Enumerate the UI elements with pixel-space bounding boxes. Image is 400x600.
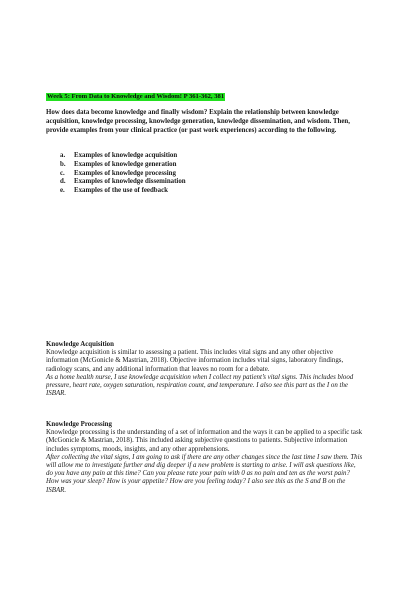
list-item <box>60 178 186 187</box>
list-item-text: Examples of knowledge generation <box>74 160 177 168</box>
section-example: After collecting the vital signs, I am going to ask if there are any other changes since the last time I saw them. This will allow me to investigate further and dig deeper if a new problem is starting to arise. I will ask questions like, do you have any pain at this time? Can you please rate your pain with 0 as no pain and ten as the worst pain? How was your sleep? How is your appetite? How are you feeling today? I also see this as the S and B on the ISBAR. <box>46 453 363 494</box>
list-marker: d. <box>60 178 66 186</box>
list-item <box>60 170 186 179</box>
section-body: Knowledge processing is the understanding of a set of information and the ways it can be applied to a specific task (McGonicle & Mastrian, 2018). This included asking subjective questions to patients. Subjective information includes symptoms, moods, insights, and any other apprehensions. <box>46 429 363 453</box>
section-body: Knowledge acquisition is similar to assessing a patient. This includes vital signs and any other objective information (McGonicle & Mastrian, 2018). Objective information includes vital signs, laboratory findings, radiology scans, and any additional information that leaves no room for a debate. <box>46 349 344 373</box>
list-item-text: Examples of knowledge processing <box>74 169 176 177</box>
section-example: As a home health nurse, I use knowledge acquisition when I collect my patient’s vital signs. This includes blood pressure, heart rate, oxygen saturation, respiration count, and temperature. I also see this part as the I on the ISBAR. <box>46 373 354 398</box>
list-item <box>60 152 186 161</box>
list-item-text: Examples of the use of feedback <box>74 187 168 195</box>
list-item-text: Examples of knowledge dissemination <box>74 178 186 186</box>
list-marker: b. <box>60 160 66 168</box>
assignment-question: How does data become knowledge and finally wisdom? Explain the relationship between knowledge acquisition, knowledge processing, knowledge generation, knowledge dissemination, and wisdom. Then, provide examples from your clinical practice (or past work experiences) according to the following. <box>46 109 350 134</box>
week-heading: Week 5: From Data to Knowledge and Wisdom! P 361-362, 381 <box>47 93 225 100</box>
list-marker: e. <box>60 187 65 195</box>
list-item-text: Examples of knowledge acquisition <box>74 152 178 159</box>
list-marker: c. <box>60 169 65 177</box>
list-item <box>60 161 186 170</box>
list-item <box>60 187 186 196</box>
knowledge-processing-section <box>46 421 364 495</box>
section-title: Knowledge Acquisition <box>46 341 114 348</box>
list-marker: a. <box>60 152 66 159</box>
examples-list <box>60 152 186 196</box>
knowledge-acquisition-section <box>46 341 364 398</box>
section-title: Knowledge Processing <box>46 421 112 428</box>
